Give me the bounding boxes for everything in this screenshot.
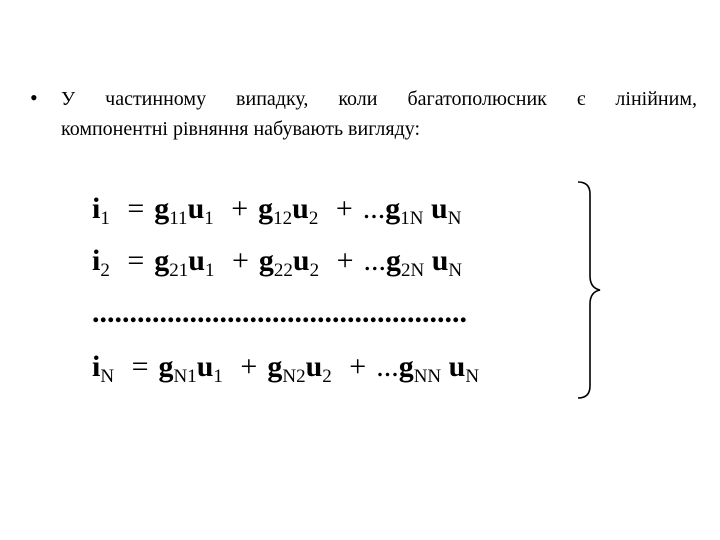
conductance-symbol: g	[258, 192, 274, 225]
voltage-subscript: 2	[309, 260, 320, 281]
voltage-symbol: u	[305, 350, 323, 383]
current-symbol: i	[92, 244, 101, 277]
bullet-text-line-1: У частинному випадку, коли багатополюсник є лінійним,	[61, 88, 697, 110]
conductance-subscript: NN	[413, 366, 442, 387]
equation-row-n	[92, 347, 479, 387]
voltage-subscript: N	[448, 260, 463, 281]
conductance-subscript: 1N	[400, 208, 424, 229]
voltage-symbol: u	[188, 244, 205, 277]
current-symbol: i	[92, 350, 101, 383]
conductance-subscript: 22	[273, 260, 293, 281]
voltage-symbol: u	[431, 192, 448, 225]
voltage-subscript: 2	[322, 366, 332, 387]
voltage-symbol: u	[196, 350, 214, 383]
voltage-subscript: 1	[204, 208, 214, 229]
conductance-subscript: 2N	[400, 260, 425, 281]
equals-sign: =	[127, 192, 145, 225]
conductance-symbol: g	[385, 192, 401, 225]
conductance-symbol: g	[385, 244, 401, 277]
plus-sign: +	[349, 350, 367, 383]
conductance-symbol: g	[158, 350, 174, 383]
voltage-subscript: 1	[213, 366, 223, 387]
voltage-subscript: N	[465, 366, 480, 387]
voltage-subscript: 1	[204, 260, 215, 281]
conductance-subscript: N2	[282, 366, 306, 387]
equation-row-2	[92, 241, 462, 281]
ellipsis: ...	[363, 244, 386, 277]
bullet-text-line-2: компонентні рівняння набувають вигляду:	[61, 118, 421, 140]
conductance-subscript: 21	[169, 260, 189, 281]
bullet-text	[61, 84, 697, 144]
current-subscript: N	[100, 366, 115, 387]
bullet-marker: •	[30, 85, 38, 110]
equation-system	[92, 185, 612, 400]
current-subscript: 2	[100, 260, 110, 281]
ellipsis: ...	[376, 350, 399, 383]
plus-sign: +	[336, 244, 354, 277]
equation-row-1	[92, 189, 461, 229]
conductance-symbol: g	[154, 244, 170, 277]
voltage-subscript: 2	[308, 208, 319, 229]
plus-sign: +	[231, 244, 249, 277]
plus-sign: +	[231, 192, 249, 225]
conductance-subscript: 11	[169, 208, 188, 229]
voltage-symbol: u	[448, 350, 466, 383]
conductance-symbol: g	[267, 350, 283, 383]
current-subscript: 1	[100, 208, 110, 229]
equals-sign: =	[127, 244, 145, 277]
conductance-symbol: g	[154, 192, 170, 225]
voltage-symbol: u	[187, 192, 205, 225]
conductance-subscript: 12	[273, 208, 293, 229]
conductance-symbol: g	[398, 350, 414, 383]
plus-sign: +	[335, 192, 353, 225]
voltage-symbol: u	[292, 192, 309, 225]
conductance-symbol: g	[258, 244, 274, 277]
equals-sign: =	[131, 350, 149, 383]
current-symbol: i	[92, 192, 101, 225]
conductance-subscript: N1	[173, 366, 197, 387]
plus-sign: +	[240, 350, 258, 383]
ellipsis: ...	[362, 192, 386, 225]
voltage-symbol: u	[431, 244, 449, 277]
voltage-symbol: u	[292, 244, 310, 277]
equation-row-ellipsis: ..................................................	[92, 296, 467, 329]
voltage-subscript: N	[447, 208, 462, 229]
right-brace-icon	[574, 180, 610, 400]
